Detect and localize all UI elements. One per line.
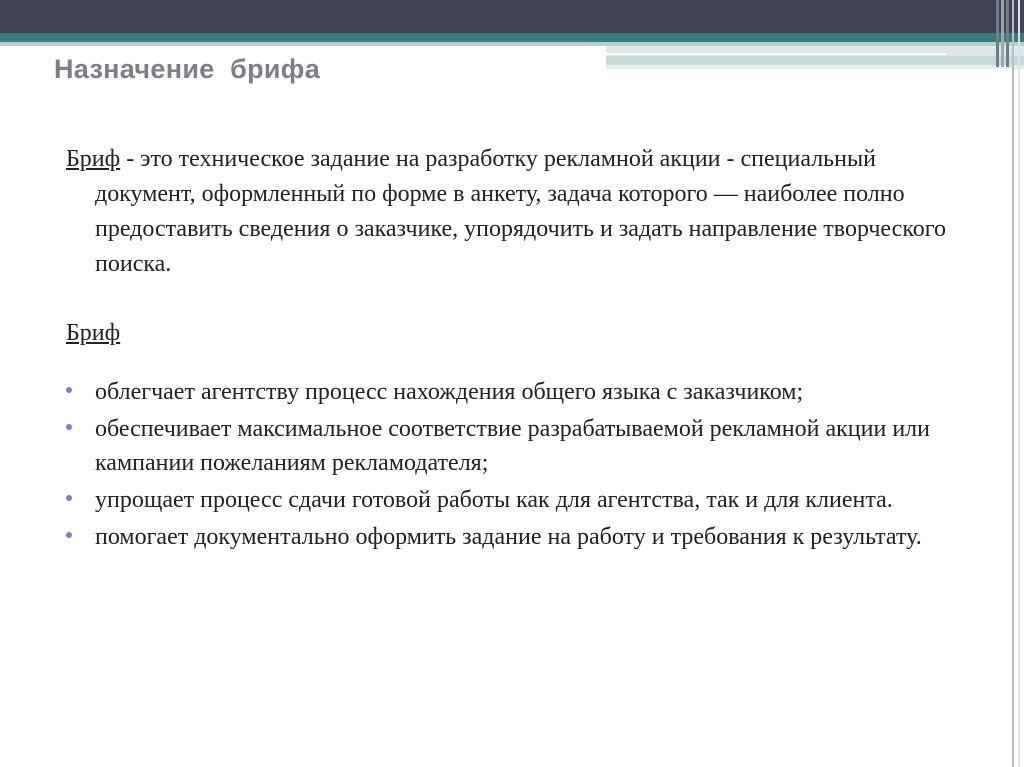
slide-title: Назначение брифа xyxy=(54,54,321,84)
list-item-text: упрощает процесс сдачи готовой работы как для агентства, так и для клиента. xyxy=(95,487,893,513)
list-item xyxy=(66,375,946,409)
list-item xyxy=(66,520,946,554)
header-band-right xyxy=(606,65,1024,69)
subheading-term: Бриф xyxy=(66,320,121,346)
bullet-icon xyxy=(66,424,72,430)
spacer xyxy=(66,351,946,375)
bullet-icon xyxy=(66,387,72,393)
subheading-paragraph xyxy=(66,316,946,351)
header-band-right xyxy=(606,56,1024,65)
definition-paragraph xyxy=(66,142,946,282)
definition-term: Бриф xyxy=(66,146,121,172)
list-item xyxy=(66,483,946,517)
decorative-stripe xyxy=(1018,0,1020,767)
bullet-icon xyxy=(66,532,72,538)
list-item xyxy=(66,412,946,480)
slide-content xyxy=(66,142,946,557)
header-accent-line xyxy=(606,53,946,55)
header-band-dark xyxy=(0,0,1024,33)
bullet-icon xyxy=(66,495,72,501)
list-item-text: облегчает агентству процесс нахождения общего языка с заказчиком; xyxy=(95,379,804,405)
header-band-teal xyxy=(0,33,1024,42)
list-item-text: обеспечивает максимальное соответствие разрабатываемой рекламной акции или кампании пожеланиям рекламодателя; xyxy=(95,416,930,476)
list-item-text: помогает документально оформить задание на работу и требования к результату. xyxy=(95,524,922,550)
decorative-stripe xyxy=(996,0,999,67)
bullet-list xyxy=(66,375,946,554)
decorative-stripe xyxy=(1006,0,1009,67)
decorative-stripe xyxy=(1012,0,1014,767)
decorative-stripe xyxy=(1001,0,1004,67)
definition-text: - это техническое задание на разработку рекламной акции - специальный документ, оформленный по форме в анкету, задача которого — наиболее полно предоставить сведения о заказчике, упорядочить и задать направление творческого поиска. xyxy=(95,146,947,277)
